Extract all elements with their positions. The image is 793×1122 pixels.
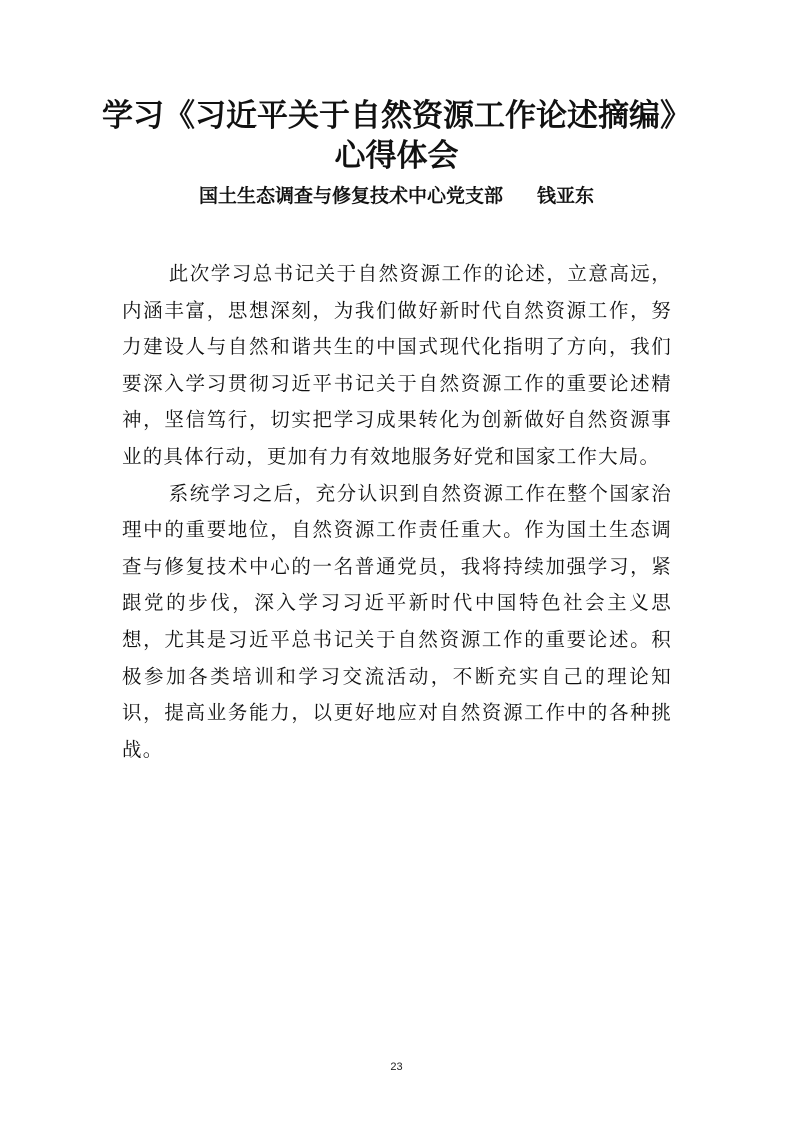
body-paragraph-2: 系统学习之后，充分认识到自然资源工作在整个国家治理中的重要地位，自然资源工作责任重大。作为国土生态调查与修复技术中心的一名普通党员，我将持续加强学习，紧跟党的步伐，深入学习习近平新时代中国特色社会主义思想，尤其是习近平总书记关于自然资源工作的重要论述。积极参加各类培训和学习交流活动，不断充实自己的理论知识，提高业务能力，以更好地应对自然资源工作中的各种挑战。 <box>122 481 672 761</box>
author-name: 钱亚东 <box>537 185 595 207</box>
organization-name: 国土生态调查与修复技术中心党支部 <box>198 185 503 207</box>
body-paragraph-1: 此次学习总书记关于自然资源工作的论述，立意高远，内涵丰富，思想深刻，为我们做好新时代自然资源工作，努力建设人与自然和谐共生的中国式现代化指明了方向，我们要深入学习贯彻习近平书记关于自然资源工作的重要论述精神，坚信笃行，切实把学习成果转化为创新做好自然资源事业的具体行动，更加有力有效地服务好党和国家工作大局。 <box>122 262 672 468</box>
document-title-line1: 学习《习近平关于自然资源工作论述摘编》 <box>102 98 691 134</box>
byline <box>0 182 793 210</box>
page-number: 23 <box>390 1061 403 1073</box>
document-title-line2: 心得体会 <box>334 138 459 174</box>
document-body <box>122 256 672 768</box>
